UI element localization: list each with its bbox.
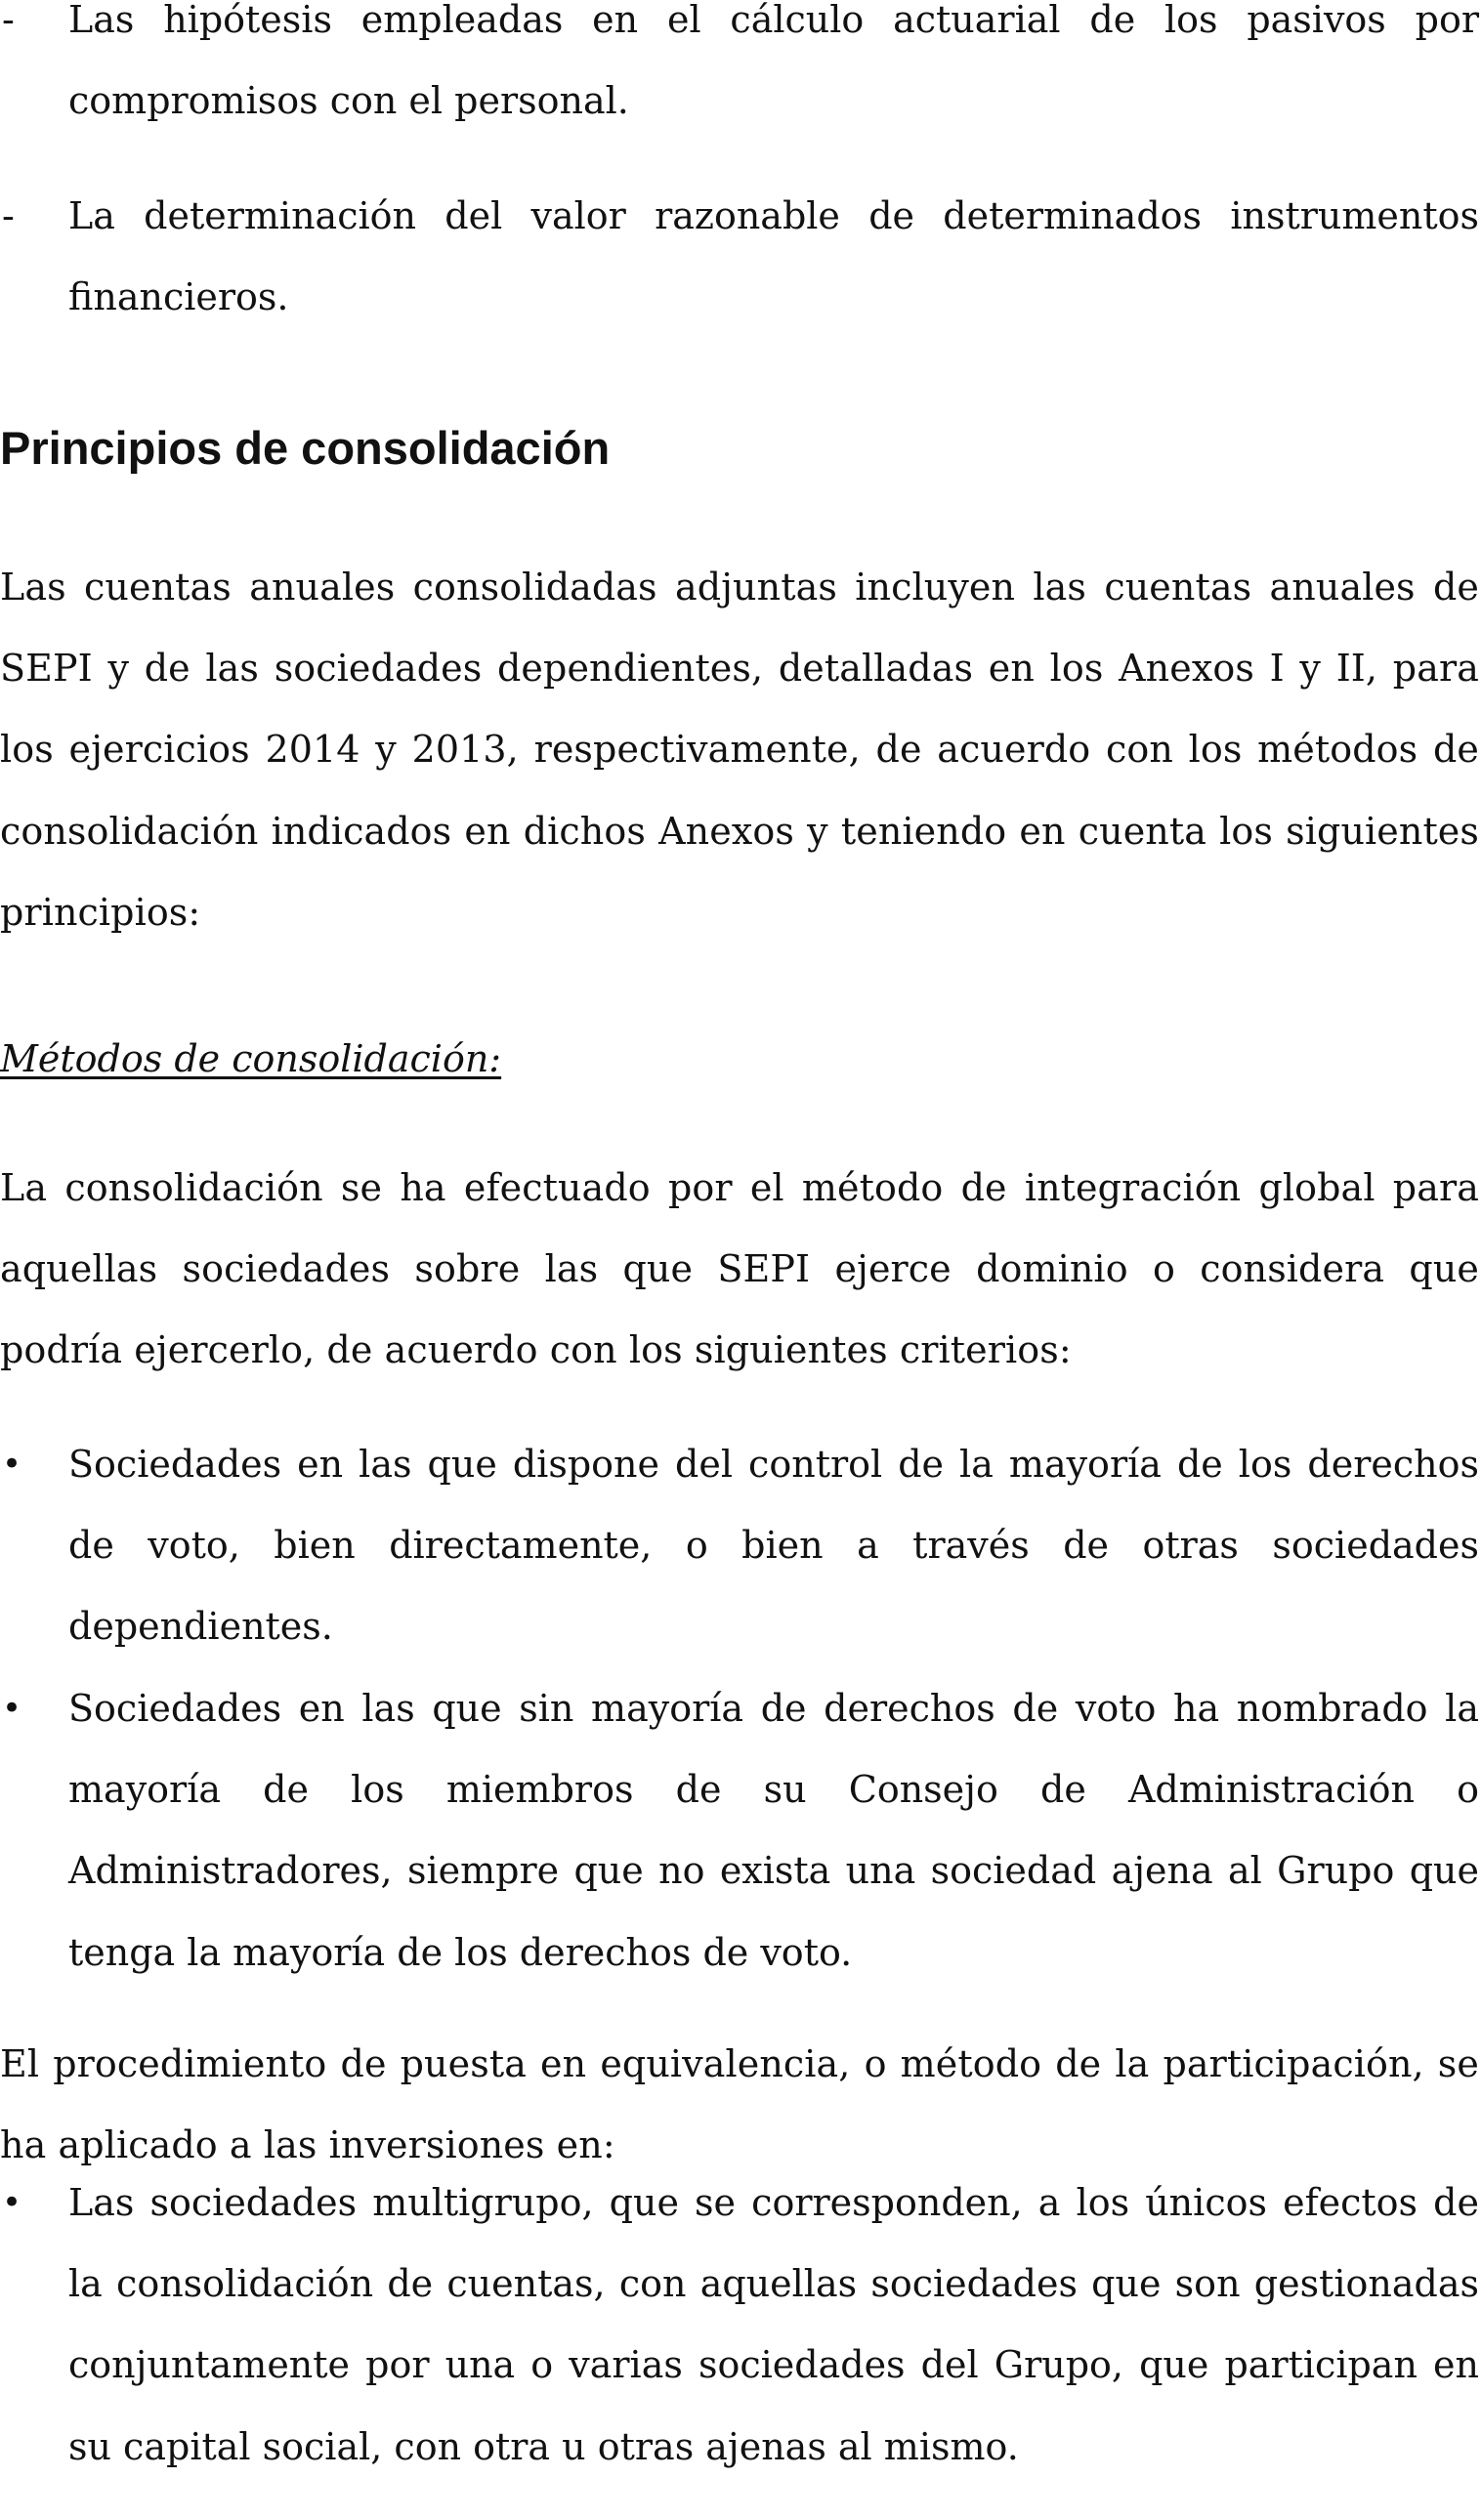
bullet-marker: • bbox=[2, 1689, 22, 1728]
section-title: Principios de consolidación bbox=[0, 422, 611, 474]
list-item-text: Las hipótesis empleadas en el cálculo actuarial de los pasivos por compromisos con el personal. bbox=[68, 0, 1479, 123]
dash-marker: - bbox=[2, 194, 15, 237]
subsection-title: Métodos de consolidación: bbox=[0, 1037, 502, 1080]
bullet-marker: • bbox=[2, 1445, 22, 1484]
list-item-text: Sociedades en las que dispone del control de la mayoría de los derechos de voto, bien directamente, o bien a través de otras sociedades dependientes. bbox=[68, 1443, 1479, 1649]
intro-paragraph: Las cuentas anuales consolidadas adjuntas incluyen las cuentas anuales de SEPI y de las sociedades dependientes, detalladas en los Anexos I y II, para los ejercicios 2014 y 2013, respectivamente, de acuerdo con los métodos de consolidación indicados en dichos Anexos y teniendo en cuenta los siguientes principios: bbox=[0, 566, 1479, 934]
list-item-text: Sociedades en las que sin mayoría de derechos de voto ha nombrado la mayoría de los miembros de su Consejo de Administración o Administradores, siempre que no exista una sociedad ajena al Grupo que tenga la mayoría de los derechos de voto. bbox=[68, 1687, 1479, 1974]
bullet-marker: • bbox=[2, 2183, 22, 2222]
methods-paragraph: La consolidación se ha efectuado por el método de integración global para aquellas sociedades sobre las que SEPI ejerce dominio o considera que podría ejercerlo, de acuerdo con los siguientes criterios: bbox=[0, 1166, 1479, 1372]
list-item-text: La determinación del valor razonable de determinados instrumentos financieros. bbox=[68, 194, 1479, 319]
equity-paragraph: El procedimiento de puesta en equivalencia, o método de la participación, se ha aplicado a las inversiones en: bbox=[0, 2042, 1479, 2167]
list-item-text: Las sociedades multigrupo, que se corresponden, a los únicos efectos de la consolidación de cuentas, con aquellas sociedades que son gestionadas conjuntamente por una o varias sociedades del Grupo, que participan en su capital social, con otra u otras ajenas al mismo. bbox=[68, 2181, 1479, 2468]
dash-marker: - bbox=[2, 0, 15, 41]
